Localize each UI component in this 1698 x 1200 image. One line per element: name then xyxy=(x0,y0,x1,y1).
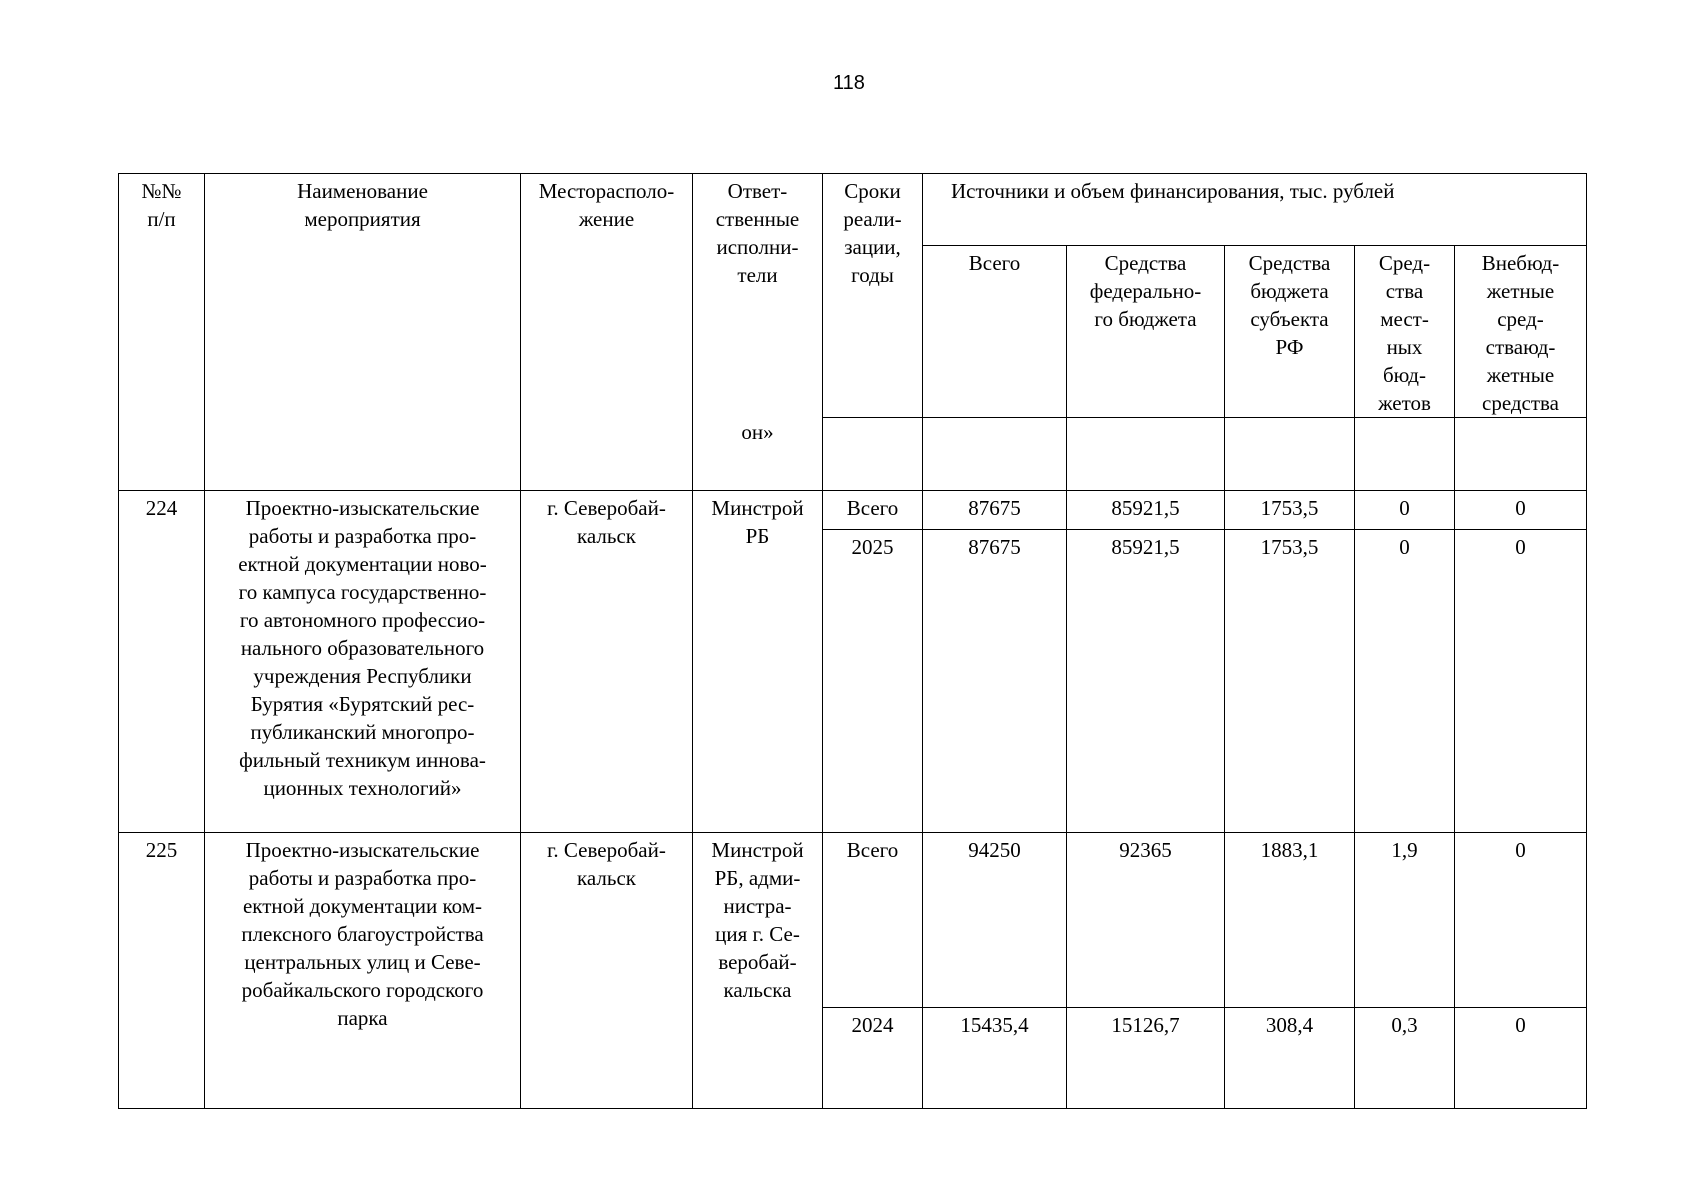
row-responsible: Минстрой РБ, адми- нистра- ция г. Се- веробай- кальска xyxy=(693,833,823,1109)
header-row-1 xyxy=(119,174,1587,246)
table-row xyxy=(119,833,1587,1008)
header-total: Всего xyxy=(923,246,1067,418)
header-sources: Источники и объем финансирования, тыс. рублей xyxy=(923,174,1587,246)
header-location: Месторасполо- жение xyxy=(521,174,693,491)
header-empty-cell xyxy=(923,418,1067,491)
row-federal: 15126,7 xyxy=(1067,1008,1225,1109)
header-responsible xyxy=(693,174,823,491)
row-federal: 85921,5 xyxy=(1067,530,1225,833)
row-period: 2025 xyxy=(823,530,923,833)
row-name: Проектно-изыскательские работы и разработка про- ектной документации ком- плексного благоустройства центральных улиц и Севе- робайкальского городского парка xyxy=(205,833,521,1109)
row-period: Всего xyxy=(823,833,923,1008)
header-period: Сроки реали- зации, годы xyxy=(823,174,923,418)
page-number: 118 xyxy=(833,72,865,94)
header-subject: Средства бюджета субъекта РФ xyxy=(1225,246,1355,418)
row-num: 225 xyxy=(119,833,205,1109)
header-num: №№ п/п xyxy=(119,174,205,491)
row-subject: 1883,1 xyxy=(1225,833,1355,1008)
header-responsible-tail: он» xyxy=(741,420,774,444)
header-federal: Средства федерально- го бюджета xyxy=(1067,246,1225,418)
table-row xyxy=(119,491,1587,530)
row-federal: 85921,5 xyxy=(1067,491,1225,530)
row-period: 2024 xyxy=(823,1008,923,1109)
row-local: 1,9 xyxy=(1355,833,1455,1008)
row-offbudget: 0 xyxy=(1455,491,1587,530)
row-federal: 92365 xyxy=(1067,833,1225,1008)
row-offbudget: 0 xyxy=(1455,833,1587,1008)
row-period: Всего xyxy=(823,491,923,530)
row-total: 87675 xyxy=(923,530,1067,833)
row-local: 0 xyxy=(1355,530,1455,833)
row-num: 224 xyxy=(119,491,205,833)
row-responsible: Минстрой РБ xyxy=(693,491,823,833)
row-subject: 308,4 xyxy=(1225,1008,1355,1109)
row-local: 0 xyxy=(1355,491,1455,530)
row-total: 15435,4 xyxy=(923,1008,1067,1109)
financing-table xyxy=(118,173,1587,1109)
row-location: г. Северобай- кальск xyxy=(521,491,693,833)
header-empty-cell xyxy=(1067,418,1225,491)
row-total: 94250 xyxy=(923,833,1067,1008)
header-local: Сред- ства мест- ных бюд- жетов xyxy=(1355,246,1455,418)
row-local: 0,3 xyxy=(1355,1008,1455,1109)
header-name: Наименование мероприятия xyxy=(205,174,521,491)
row-name: Проектно-изыскательские работы и разработка про- ектной документации ново- го кампуса государственно- го автономного профессио- нального образовательного учреждения Республики Бурятия «Бурятский рес- публиканский многопро- фильный техникум иннова- ционных технологий» xyxy=(205,491,521,833)
header-empty-cell xyxy=(1355,418,1455,491)
header-offbudget: Внебюд- жетные сред- стваюд- жетные средства xyxy=(1455,246,1587,418)
row-total: 87675 xyxy=(923,491,1067,530)
row-subject: 1753,5 xyxy=(1225,491,1355,530)
header-empty-cell xyxy=(823,418,923,491)
header-empty-cell xyxy=(1225,418,1355,491)
row-offbudget: 0 xyxy=(1455,530,1587,833)
row-subject: 1753,5 xyxy=(1225,530,1355,833)
row-location: г. Северобай- кальск xyxy=(521,833,693,1109)
header-empty-cell xyxy=(1455,418,1587,491)
header-responsible-text: Ответ- ственные исполни- тели xyxy=(715,179,800,287)
row-offbudget: 0 xyxy=(1455,1008,1587,1109)
